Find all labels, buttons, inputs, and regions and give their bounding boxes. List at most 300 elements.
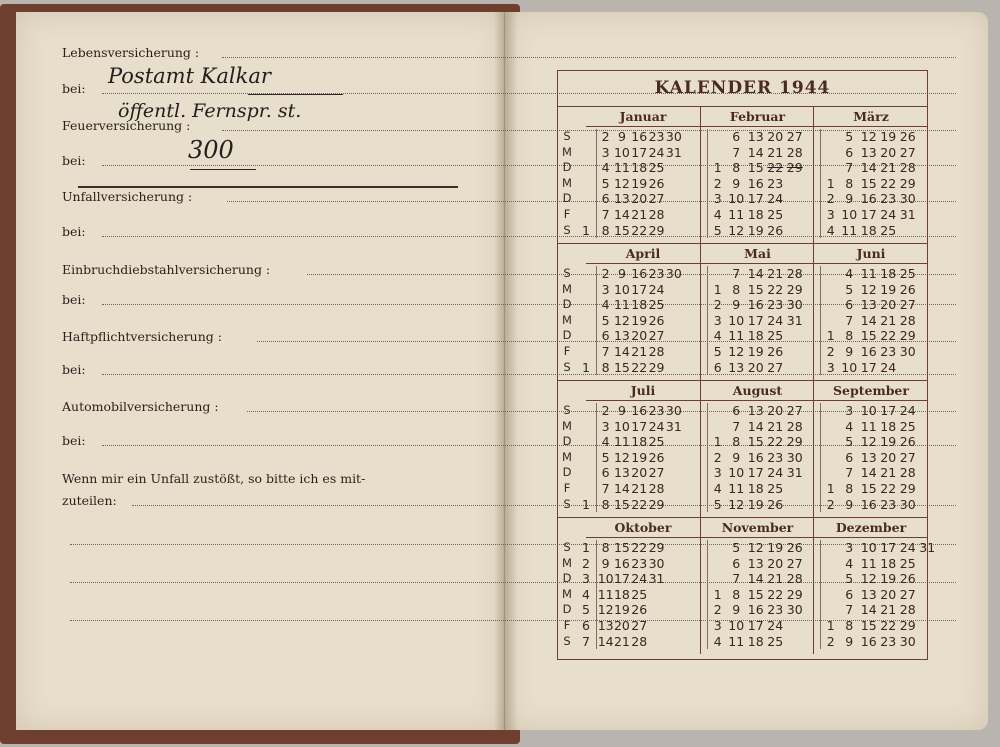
weekday-letter: D [562, 297, 572, 312]
week-row [701, 360, 814, 376]
week-row [814, 556, 928, 572]
day-cell: 9 [845, 496, 854, 512]
week-row [558, 313, 700, 329]
day-cell: 17 [631, 144, 648, 160]
day-cell [578, 481, 594, 497]
day-cell [820, 129, 841, 145]
calendar-quarter [558, 381, 927, 518]
week-row [558, 465, 700, 481]
calendar-1944 [557, 70, 936, 660]
day-cell: 30 [648, 555, 665, 571]
day-cell: 1 [820, 328, 841, 344]
week-row [558, 160, 700, 176]
day-cell: 10 [728, 191, 745, 207]
day-cell: 8 [596, 540, 614, 556]
day-cell: 3 [845, 540, 854, 555]
day-cell: 24 [899, 540, 916, 555]
day-cell: 28 [648, 206, 665, 222]
field-label: Feuerversicherung : [62, 118, 191, 133]
day-cell [820, 160, 841, 176]
day-cell: 10 [597, 571, 614, 587]
field-label: bei: [62, 292, 86, 307]
day-cell: 7 [732, 266, 741, 281]
day-cell: 4 [707, 634, 728, 650]
week-row [701, 129, 814, 145]
day-cell: 18 [613, 586, 630, 602]
day-cell: 30 [786, 297, 803, 313]
day-cell: 9 [617, 129, 626, 144]
day-cell: 17 [747, 191, 764, 207]
day-cell: 1 [820, 176, 841, 192]
day-cell: 31 [899, 206, 916, 222]
day-cell: 15 [613, 540, 630, 555]
day-cell: 15 [860, 328, 877, 344]
day-cell: 2 [582, 555, 590, 571]
day-cell [578, 266, 594, 282]
day-cell: 8 [845, 175, 854, 191]
day-cell: 27 [786, 403, 803, 418]
week-row [701, 540, 814, 556]
day-cell: 21 [880, 602, 897, 618]
weekday-letter: M [562, 449, 572, 464]
month-block [813, 381, 928, 517]
day-cell: 21 [631, 206, 648, 222]
day-cell: 13 [747, 555, 764, 571]
day-cell: 14 [747, 266, 764, 281]
handwritten-phone-note: öffentl. Fernspr. st. [118, 100, 302, 122]
day-cell: 22 [880, 328, 897, 344]
day-cell: 11 [613, 297, 630, 313]
day-cell: 26 [767, 496, 784, 512]
day-cell: 9 [732, 449, 741, 465]
day-cell: 16 [860, 343, 877, 359]
day-cell: 16 [747, 175, 764, 191]
week-row [558, 328, 700, 344]
day-cell [665, 313, 682, 329]
day-cell: 3 [582, 571, 590, 587]
week-row [701, 571, 814, 587]
day-cell: 17 [747, 312, 764, 328]
day-cell: 2 [820, 191, 841, 207]
day-cell: 27 [899, 586, 916, 602]
month-name: Oktober [586, 518, 700, 538]
day-cell: 29 [786, 434, 803, 450]
day-cell: 27 [786, 129, 803, 144]
day-cell: 13 [860, 297, 877, 313]
week-row [558, 481, 700, 497]
day-cell: 11 [728, 633, 745, 649]
month-block [700, 107, 814, 243]
day-cell [820, 450, 841, 466]
month-block [558, 381, 700, 517]
day-cell: 27 [786, 555, 803, 571]
day-cell: 18 [747, 480, 764, 496]
week-row [558, 129, 700, 145]
day-cell: 30 [786, 449, 803, 465]
day-cell: 4 [582, 586, 590, 602]
day-cell: 19 [631, 449, 648, 465]
day-cell: 26 [767, 222, 784, 238]
day-cell: 5 [845, 571, 854, 587]
month-name: November [701, 518, 814, 538]
day-cell: 5 [707, 223, 728, 239]
day-cell: 10 [841, 359, 858, 375]
field-label: bei: [62, 81, 86, 96]
day-cell: 26 [899, 571, 916, 587]
day-cell [648, 634, 665, 650]
day-cell: 8 [732, 434, 741, 450]
day-cell: 10 [613, 418, 630, 434]
day-cell [785, 207, 805, 223]
day-cell [707, 403, 728, 419]
day-cell: 16 [631, 266, 648, 281]
week-row [558, 556, 700, 572]
week-row [701, 313, 814, 329]
day-cell: 2 [596, 129, 614, 145]
day-cell: 3 [707, 191, 728, 207]
day-cell: 4 [845, 418, 854, 434]
day-cell: 11 [860, 266, 877, 281]
day-cell: 30 [899, 496, 916, 512]
week-row [558, 540, 700, 556]
week-row [558, 602, 700, 618]
month-name: Dezember [814, 518, 928, 538]
week-row [558, 450, 700, 466]
week-row [701, 160, 814, 176]
month-block [813, 107, 928, 243]
handwriting-underline [248, 94, 343, 95]
week-row [814, 618, 928, 634]
day-cell: 25 [880, 222, 897, 238]
day-cell: 6 [596, 328, 614, 344]
day-cell: 20 [631, 465, 648, 481]
day-cell: 18 [880, 418, 897, 434]
day-cell [665, 282, 682, 298]
day-cell [785, 497, 805, 513]
day-cell [918, 556, 938, 572]
day-cell: 6 [732, 403, 741, 418]
day-cell [785, 634, 805, 650]
day-cell [820, 282, 841, 298]
form-row [62, 40, 956, 62]
day-cell [707, 419, 728, 435]
weekday-letter: M [562, 586, 572, 601]
month-name: Mai [701, 244, 814, 264]
day-cell: 23 [767, 602, 784, 618]
day-cell: 1 [707, 282, 728, 298]
day-cell: 23 [767, 449, 784, 465]
day-cell: 2 [707, 176, 728, 192]
day-cell [707, 145, 728, 161]
day-cell [820, 419, 841, 435]
day-cell: 19 [631, 312, 648, 328]
day-cell: 20 [767, 403, 784, 418]
day-cell: 12 [597, 602, 614, 618]
day-cell: 26 [899, 281, 916, 297]
day-cell: 6 [845, 144, 854, 160]
day-cell: 25 [899, 555, 916, 571]
day-cell: 24 [767, 465, 784, 481]
day-cell: 13 [597, 617, 614, 633]
week-row [558, 176, 700, 192]
week-row [814, 160, 928, 176]
day-cell [918, 618, 938, 634]
week-row [701, 344, 814, 360]
day-cell: 28 [786, 571, 803, 587]
day-cell: 25 [767, 328, 784, 344]
day-cell [918, 634, 938, 650]
weekday-letter: S [563, 633, 571, 648]
day-cell: 5 [596, 176, 614, 192]
month-name: Januar [586, 107, 700, 127]
day-cell: 29 [786, 281, 803, 297]
day-cell: 4 [845, 555, 854, 571]
day-cell [785, 344, 805, 360]
day-cell [665, 207, 682, 223]
weekday-letter: D [562, 160, 572, 175]
weekday-letter: D [562, 191, 572, 206]
day-cell: 14 [747, 418, 764, 434]
number-underline [190, 169, 256, 170]
day-cell: 18 [747, 328, 764, 344]
week-row [558, 207, 700, 223]
day-cell: 25 [767, 480, 784, 496]
weekday-letter: D [562, 434, 572, 449]
week-row [558, 618, 700, 634]
day-cell: 18 [880, 266, 897, 281]
weekday-letter: S [563, 266, 571, 280]
day-cell: 30 [899, 633, 916, 649]
day-cell: 25 [899, 418, 916, 434]
day-cell: 19 [747, 343, 764, 359]
day-cell: 22 [880, 617, 897, 633]
day-cell: 2 [596, 403, 614, 419]
day-cell: 7 [845, 312, 854, 328]
day-cell: 18 [631, 297, 648, 313]
day-cell [820, 556, 841, 572]
day-cell: 18 [631, 160, 648, 176]
day-cell: 31 [786, 465, 803, 481]
pen-stroke-line [78, 186, 458, 188]
day-cell [665, 360, 682, 376]
day-cell [785, 481, 805, 497]
day-cell [918, 587, 938, 603]
week-row [814, 129, 928, 145]
month-grid [558, 540, 700, 649]
day-cell: 14 [597, 633, 614, 649]
day-cell: 3 [596, 145, 614, 161]
day-cell: 17 [613, 571, 630, 587]
day-cell: 25 [648, 434, 665, 450]
day-cell: 28 [899, 160, 916, 176]
field-label: bei: [62, 224, 86, 239]
day-cell: 23 [880, 343, 897, 359]
day-cell: 6 [732, 555, 741, 571]
month-grid [701, 540, 814, 649]
day-cell: 26 [648, 449, 665, 465]
day-cell: 31 [665, 418, 682, 434]
week-row [558, 191, 700, 207]
day-cell: 30 [665, 403, 682, 418]
day-cell: 3 [596, 419, 614, 435]
day-cell: 28 [631, 633, 648, 649]
day-cell: 29 [899, 328, 916, 344]
day-cell: 14 [860, 160, 877, 176]
day-cell: 4 [820, 223, 841, 239]
month-block [700, 381, 814, 517]
field-label: Einbruchdiebstahlversicherung : [62, 262, 271, 277]
day-cell [820, 313, 841, 329]
day-cell: 1 [582, 540, 590, 555]
day-cell: 21 [767, 266, 784, 281]
month-block [700, 518, 814, 654]
day-cell [898, 360, 918, 376]
month-name: August [701, 381, 814, 401]
day-cell: 7 [845, 160, 854, 176]
day-cell: 9 [845, 191, 854, 207]
day-cell: 20 [880, 297, 897, 313]
day-cell: 17 [860, 359, 877, 375]
day-cell: 9 [617, 266, 626, 281]
day-cell: 23 [648, 403, 665, 418]
day-cell [578, 419, 594, 435]
day-cell: 20 [880, 586, 897, 602]
day-cell: 18 [880, 555, 897, 571]
day-cell: 25 [767, 633, 784, 649]
day-cell: 7 [582, 633, 590, 649]
day-cell: 29 [786, 160, 803, 176]
weekday-letter: M [562, 312, 572, 327]
day-cell: 1 [820, 618, 841, 634]
day-cell: 15 [613, 359, 630, 375]
day-cell: 30 [786, 602, 803, 618]
day-cell: 21 [613, 633, 630, 649]
day-cell: 12 [860, 281, 877, 297]
day-cell: 23 [767, 297, 784, 313]
day-cell: 19 [880, 434, 897, 450]
day-cell: 17 [880, 403, 897, 418]
day-cell: 20 [747, 359, 764, 375]
day-cell: 8 [596, 497, 614, 513]
day-cell: 17 [631, 281, 648, 297]
day-cell [918, 571, 938, 587]
day-cell [785, 223, 805, 239]
day-cell: 21 [631, 480, 648, 496]
day-cell: 15 [860, 175, 877, 191]
day-cell: 11 [728, 328, 745, 344]
day-cell: 2 [820, 634, 841, 650]
day-cell: 23 [880, 633, 897, 649]
day-cell: 23 [648, 129, 665, 144]
week-row [701, 497, 814, 513]
day-cell: 23 [880, 496, 897, 512]
day-cell: 5 [845, 129, 854, 144]
day-cell: 19 [613, 602, 630, 618]
day-cell: 21 [880, 160, 897, 176]
day-cell: 17 [747, 465, 764, 481]
day-cell: 8 [845, 328, 854, 344]
month-grid [701, 266, 814, 375]
week-row [558, 403, 700, 419]
month-grid [701, 403, 814, 512]
day-cell: 29 [648, 496, 665, 512]
day-cell: 10 [841, 206, 858, 222]
day-cell: 28 [899, 312, 916, 328]
day-cell: 5 [596, 313, 614, 329]
day-cell: 12 [860, 129, 877, 144]
day-cell: 27 [899, 144, 916, 160]
weekday-letter: M [562, 418, 572, 433]
day-cell: 2 [820, 344, 841, 360]
day-cell: 4 [707, 481, 728, 497]
day-cell [578, 207, 594, 223]
day-cell [578, 176, 594, 192]
week-row [701, 634, 814, 650]
day-cell: 10 [728, 465, 745, 481]
day-cell: 11 [613, 434, 630, 450]
day-cell [578, 313, 594, 329]
field-label: Haftpflichtversicherung : [62, 329, 222, 344]
day-cell [578, 129, 594, 145]
day-cell: 22 [767, 434, 784, 450]
day-cell: 12 [728, 222, 745, 238]
day-cell: 27 [648, 465, 665, 481]
day-cell [820, 571, 841, 587]
day-cell: 17 [747, 617, 764, 633]
week-row [814, 328, 928, 344]
day-cell [707, 556, 728, 572]
day-cell: 5 [596, 450, 614, 466]
day-cell: 22 [767, 160, 784, 176]
day-cell: 13 [747, 129, 764, 144]
week-row [814, 419, 928, 435]
week-row [558, 571, 700, 587]
day-cell [578, 434, 594, 450]
day-cell [665, 297, 682, 313]
month-grid [814, 403, 928, 512]
day-cell: 18 [747, 206, 764, 222]
day-cell [898, 223, 918, 239]
day-cell [665, 328, 682, 344]
day-cell: 24 [899, 403, 916, 418]
day-cell [707, 266, 728, 282]
day-cell: 11 [841, 222, 858, 238]
day-cell: 16 [860, 496, 877, 512]
day-cell: 13 [728, 359, 745, 375]
calendar-title: KALENDER 1944 [558, 71, 927, 107]
day-cell: 17 [860, 206, 877, 222]
day-cell: 21 [767, 144, 784, 160]
calendar-quarter [558, 244, 927, 381]
day-cell: 28 [899, 602, 916, 618]
week-row [701, 145, 814, 161]
day-cell: 7 [596, 207, 614, 223]
day-cell: 26 [899, 434, 916, 450]
day-cell: 30 [899, 191, 916, 207]
day-cell: 22 [631, 359, 648, 375]
day-cell [578, 160, 594, 176]
day-cell [707, 540, 728, 556]
day-cell: 3 [707, 313, 728, 329]
day-cell [578, 450, 594, 466]
day-cell [820, 297, 841, 313]
day-cell: 10 [613, 281, 630, 297]
day-cell: 14 [747, 571, 764, 587]
day-cell: 15 [747, 160, 764, 176]
dotted-line [222, 57, 956, 58]
week-row [701, 481, 814, 497]
day-cell: 2 [707, 450, 728, 466]
